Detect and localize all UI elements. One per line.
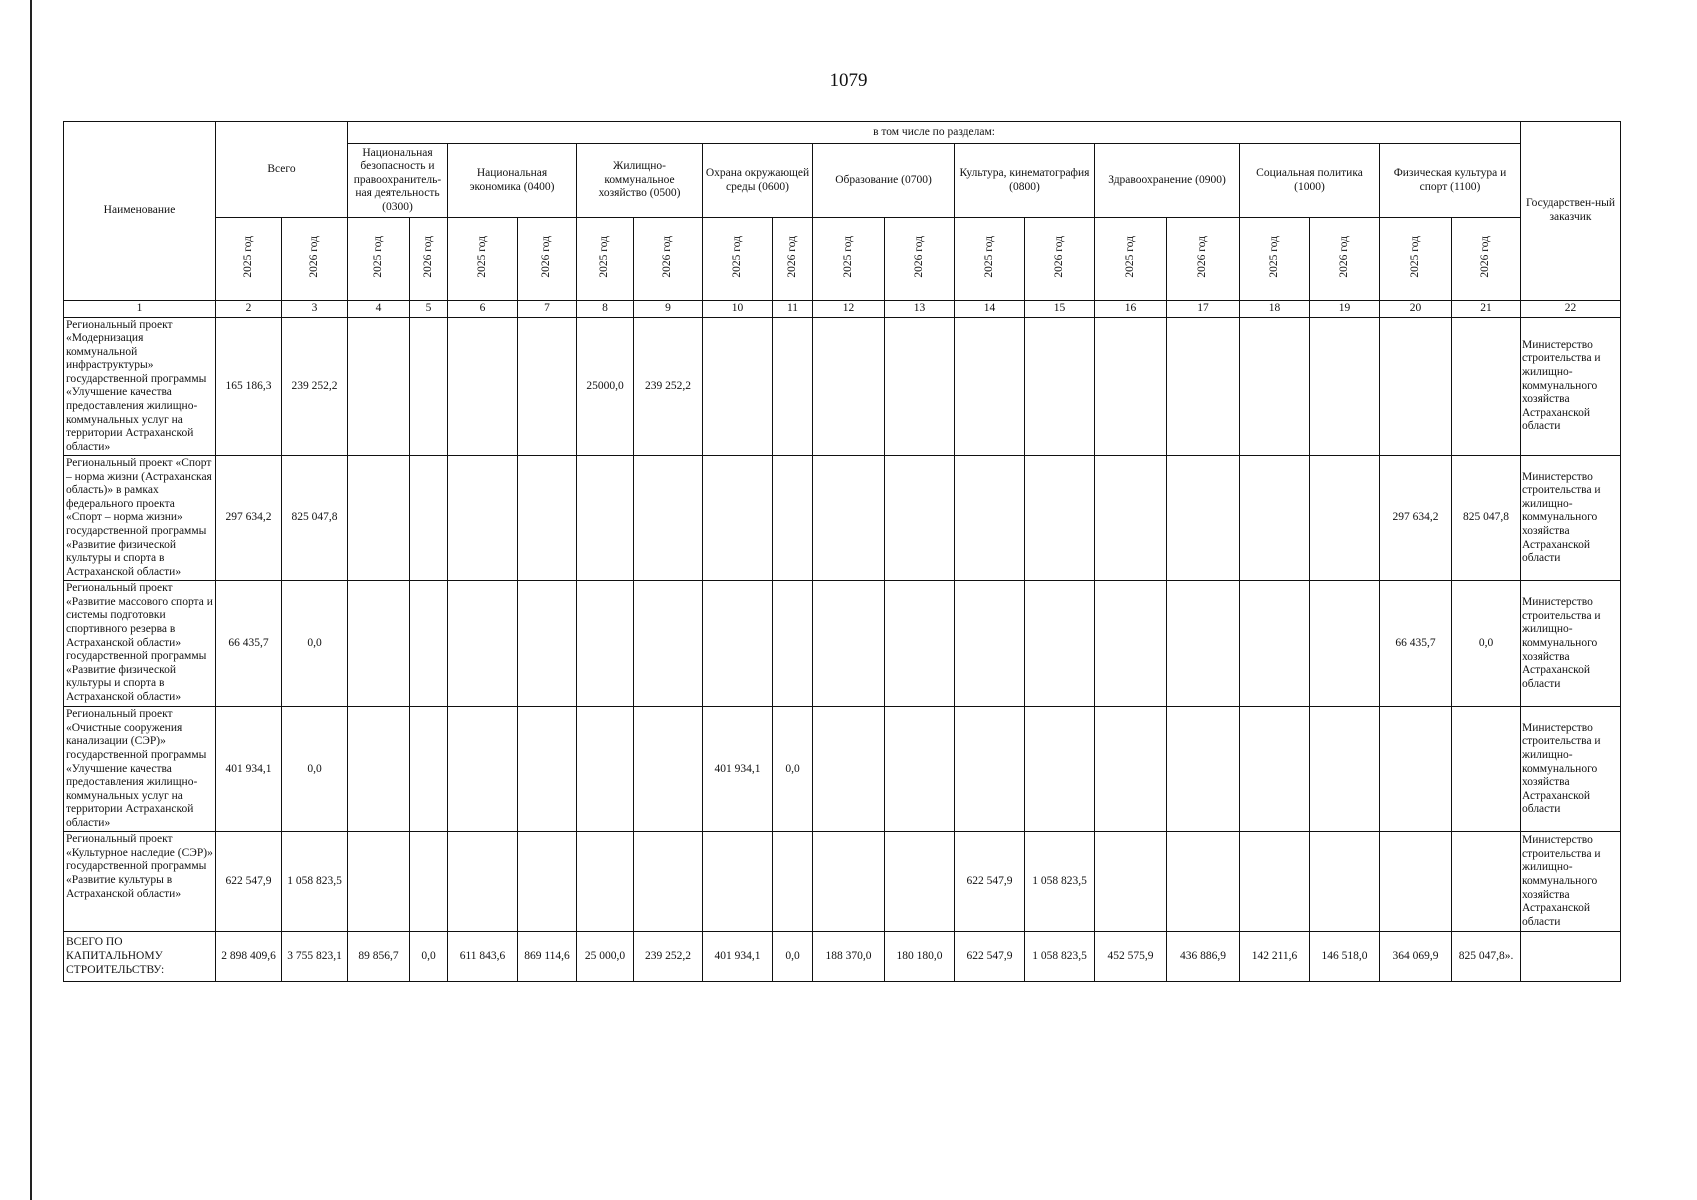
value-cell: 297 634,2 [216, 456, 282, 581]
value-cell [1095, 832, 1167, 932]
value-cell [577, 581, 634, 707]
value-cell [1025, 456, 1095, 581]
column-number: 7 [518, 301, 577, 318]
section-0700: Образование (0700) [813, 144, 955, 218]
value-cell [773, 456, 813, 581]
value-cell: 401 934,1 [216, 707, 282, 832]
year-label: 2025 год [475, 235, 488, 278]
total-label: ВСЕГО ПО КАПИТАЛЬНОМУ СТРОИТЕЛЬСТВУ: [64, 932, 216, 982]
section-0400: Национальная экономика (0400) [448, 144, 577, 218]
column-number: 13 [885, 301, 955, 318]
value-cell [348, 832, 410, 932]
customer-cell: Министерство строительства и жилищно-коммунального хозяйства Астраханской области [1521, 317, 1621, 456]
value-cell [348, 317, 410, 456]
value-cell [410, 456, 448, 581]
value-cell [955, 581, 1025, 707]
value-cell [448, 456, 518, 581]
value-cell [518, 317, 577, 456]
value-cell [634, 707, 703, 832]
value-cell: 825 047,8 [282, 456, 348, 581]
column-number: 20 [1380, 301, 1452, 318]
column-number: 17 [1167, 301, 1240, 318]
total-value-cell: 869 114,6 [518, 932, 577, 982]
year-label: 2025 год [982, 235, 995, 278]
binding-line [30, 0, 32, 1200]
value-cell [703, 832, 773, 932]
column-number: 2 [216, 301, 282, 318]
value-cell [448, 832, 518, 932]
value-cell: 1 058 823,5 [1025, 832, 1095, 932]
total-value-cell: 89 856,7 [348, 932, 410, 982]
value-cell [577, 832, 634, 932]
value-cell: 239 252,2 [282, 317, 348, 456]
project-name: Региональный проект «Культурное наследие (СЭР)» государственной программы «Развитие культуры в Астраханской области» [64, 832, 216, 932]
section-1000: Социальная политика (1000) [1240, 144, 1380, 218]
value-cell: 0,0 [282, 581, 348, 707]
total-value-cell: 825 047,8». [1452, 932, 1521, 982]
year-label: 2025 год [598, 235, 611, 278]
value-cell [518, 456, 577, 581]
total-value-cell: 3 755 823,1 [282, 932, 348, 982]
value-cell [885, 832, 955, 932]
year-label: 2025 год [1408, 235, 1421, 278]
column-number: 10 [703, 301, 773, 318]
year-label: 2025 год [371, 235, 384, 278]
year-header-cell [348, 218, 410, 301]
total-value-cell: 239 252,2 [634, 932, 703, 982]
column-number-row [64, 301, 1621, 318]
value-cell [813, 832, 885, 932]
column-number: 21 [1452, 301, 1521, 318]
column-number: 18 [1240, 301, 1310, 318]
year-header-row [64, 218, 1621, 301]
total-value-cell: 142 211,6 [1240, 932, 1310, 982]
year-header-cell [885, 218, 955, 301]
value-cell: 66 435,7 [216, 581, 282, 707]
year-header-cell [410, 218, 448, 301]
value-cell [885, 581, 955, 707]
year-label: 2025 год [1123, 235, 1136, 278]
table-row [64, 832, 1621, 932]
value-cell [773, 581, 813, 707]
column-number: 11 [773, 301, 813, 318]
column-number: 16 [1095, 301, 1167, 318]
value-cell [1310, 456, 1380, 581]
value-cell [1452, 832, 1521, 932]
table-row [64, 317, 1621, 456]
value-cell [885, 317, 955, 456]
value-cell [448, 707, 518, 832]
value-cell [410, 832, 448, 932]
year-label: 2026 год [785, 235, 798, 278]
year-label: 2026 год [1337, 235, 1350, 278]
year-header-cell [1167, 218, 1240, 301]
header-sections-caption: в том числе по разделам: [348, 122, 1521, 144]
value-cell [1240, 832, 1310, 932]
year-header-cell [955, 218, 1025, 301]
year-label: 2026 год [1196, 235, 1209, 278]
column-number: 19 [1310, 301, 1380, 318]
project-name: Региональный проект «Модернизация коммунальной инфраструктуры» государственной программы «Улучшение качества предоставления жилищно-коммунальных услуг на территории Астраханской области» [64, 317, 216, 456]
year-label: 2026 год [1479, 235, 1492, 278]
value-cell [448, 581, 518, 707]
year-header-cell [577, 218, 634, 301]
total-value-cell: 401 934,1 [703, 932, 773, 982]
column-number: 4 [348, 301, 410, 318]
value-cell [1240, 581, 1310, 707]
section-0500: Жилищно-коммунальное хозяйство (0500) [577, 144, 703, 218]
year-label: 2026 год [421, 235, 434, 278]
value-cell: 25000,0 [577, 317, 634, 456]
value-cell: 165 186,3 [216, 317, 282, 456]
value-cell: 0,0 [1452, 581, 1521, 707]
value-cell [773, 317, 813, 456]
year-label: 2026 год [661, 235, 674, 278]
total-value-cell: 452 575,9 [1095, 932, 1167, 982]
value-cell [1095, 581, 1167, 707]
value-cell [955, 317, 1025, 456]
total-value-cell: 622 547,9 [955, 932, 1025, 982]
value-cell [1095, 707, 1167, 832]
value-cell: 239 252,2 [634, 317, 703, 456]
value-cell [1452, 707, 1521, 832]
value-cell: 825 047,8 [1452, 456, 1521, 581]
value-cell [1025, 707, 1095, 832]
column-number: 12 [813, 301, 885, 318]
value-cell [703, 317, 773, 456]
total-value-cell: 611 843,6 [448, 932, 518, 982]
year-header-cell [216, 218, 282, 301]
year-label: 2026 год [540, 235, 553, 278]
value-cell [1167, 581, 1240, 707]
year-label: 2025 год [1267, 235, 1280, 278]
value-cell [518, 832, 577, 932]
value-cell [955, 456, 1025, 581]
project-name: Региональный проект «Очистные сооружения канализации (СЭР)» государственной программы «Улучшение качества предоставления жилищно-коммунальных услуг на территории Астраханской области» [64, 707, 216, 832]
value-cell [634, 581, 703, 707]
value-cell: 66 435,7 [1380, 581, 1452, 707]
value-cell [773, 832, 813, 932]
total-value-cell: 25 000,0 [577, 932, 634, 982]
value-cell [518, 707, 577, 832]
year-header-cell [1025, 218, 1095, 301]
column-number: 8 [577, 301, 634, 318]
section-0300: Национальная безопасность и правоохранитель-ная деятельность (0300) [348, 144, 448, 218]
value-cell [703, 581, 773, 707]
year-label: 2026 год [912, 235, 925, 278]
year-label: 2025 год [841, 235, 854, 278]
page-number: 1079 [829, 70, 868, 91]
table-body [64, 317, 1621, 982]
column-number: 22 [1521, 301, 1621, 318]
capital-construction-table [63, 121, 1621, 982]
value-cell: 0,0 [282, 707, 348, 832]
value-cell [1167, 456, 1240, 581]
column-number: 6 [448, 301, 518, 318]
table-row [64, 456, 1621, 581]
year-header-cell [703, 218, 773, 301]
value-cell: 0,0 [773, 707, 813, 832]
total-value-cell: 436 886,9 [1167, 932, 1240, 982]
year-header-cell [518, 218, 577, 301]
column-number: 15 [1025, 301, 1095, 318]
section-0600: Охрана окружающей среды (0600) [703, 144, 813, 218]
column-number: 14 [955, 301, 1025, 318]
total-value-cell: 188 370,0 [813, 932, 885, 982]
value-cell [813, 456, 885, 581]
project-name: Региональный проект «Развитие массового спорта и системы подготовки спортивного резерва в Астраханской области» государственной программы «Развитие физической культуры и спорта в Астраханской области» [64, 581, 216, 707]
value-cell [813, 317, 885, 456]
year-header-cell [448, 218, 518, 301]
year-label: 2025 год [241, 235, 254, 278]
section-0800: Культура, кинематография (0800) [955, 144, 1095, 218]
value-cell [634, 456, 703, 581]
value-cell [1310, 832, 1380, 932]
value-cell: 297 634,2 [1380, 456, 1452, 581]
header-name: Наименование [64, 122, 216, 301]
value-cell [1167, 317, 1240, 456]
value-cell [1025, 317, 1095, 456]
total-value-cell: 1 058 823,5 [1025, 932, 1095, 982]
value-cell [1380, 317, 1452, 456]
table-row [64, 707, 1621, 832]
value-cell: 1 058 823,5 [282, 832, 348, 932]
project-name: Региональный проект «Спорт – норма жизни (Астраханская область)» в рамках федерального проекта «Спорт – норма жизни» государственной программы «Развитие физической культуры и спорта в Астраханской области» [64, 456, 216, 581]
value-cell [634, 832, 703, 932]
value-cell: 401 934,1 [703, 707, 773, 832]
value-cell [1310, 317, 1380, 456]
column-number: 1 [64, 301, 216, 318]
value-cell [410, 581, 448, 707]
year-label: 2026 год [307, 235, 320, 278]
value-cell [448, 317, 518, 456]
value-cell [1240, 456, 1310, 581]
value-cell [577, 456, 634, 581]
column-number: 3 [282, 301, 348, 318]
total-value-cell: 180 180,0 [885, 932, 955, 982]
header-total: Всего [216, 122, 348, 218]
year-header-cell [1380, 218, 1452, 301]
value-cell [348, 581, 410, 707]
year-label: 2025 год [730, 235, 743, 278]
value-cell [813, 707, 885, 832]
year-header-cell [282, 218, 348, 301]
value-cell [1095, 456, 1167, 581]
value-cell [1240, 317, 1310, 456]
value-cell [703, 456, 773, 581]
year-header-cell [773, 218, 813, 301]
value-cell [1380, 707, 1452, 832]
value-cell [1095, 317, 1167, 456]
total-value-cell: 0,0 [410, 932, 448, 982]
value-cell [577, 707, 634, 832]
year-header-cell [634, 218, 703, 301]
year-label: 2026 год [1052, 235, 1065, 278]
value-cell [348, 707, 410, 832]
value-cell: 622 547,9 [955, 832, 1025, 932]
customer-cell: Министерство строительства и жилищно-коммунального хозяйства Астраханской области [1521, 707, 1621, 832]
value-cell [348, 456, 410, 581]
value-cell [955, 707, 1025, 832]
value-cell [1167, 707, 1240, 832]
customer-cell: Министерство строительства и жилищно-коммунального хозяйства Астраханской области [1521, 581, 1621, 707]
header-customer: Государствен-ный заказчик [1521, 122, 1621, 301]
value-cell [813, 581, 885, 707]
section-1100: Физическая культура и спорт (1100) [1380, 144, 1521, 218]
column-number: 9 [634, 301, 703, 318]
total-value-cell: 146 518,0 [1310, 932, 1380, 982]
value-cell [518, 581, 577, 707]
value-cell [1310, 581, 1380, 707]
value-cell [1452, 317, 1521, 456]
value-cell [1240, 707, 1310, 832]
customer-cell: Министерство строительства и жилищно-коммунального хозяйства Астраханской области [1521, 832, 1621, 932]
total-customer-cell [1521, 932, 1621, 982]
total-value-cell: 364 069,9 [1380, 932, 1452, 982]
value-cell [1167, 832, 1240, 932]
value-cell [410, 317, 448, 456]
year-header-cell [1310, 218, 1380, 301]
year-header-cell [813, 218, 885, 301]
value-cell: 622 547,9 [216, 832, 282, 932]
total-value-cell: 2 898 409,6 [216, 932, 282, 982]
column-number: 5 [410, 301, 448, 318]
year-header-cell [1452, 218, 1521, 301]
year-header-cell [1240, 218, 1310, 301]
year-header-cell [1095, 218, 1167, 301]
total-row [64, 932, 1621, 982]
value-cell [410, 707, 448, 832]
value-cell [885, 456, 955, 581]
total-value-cell: 0,0 [773, 932, 813, 982]
table-row [64, 581, 1621, 707]
value-cell [1310, 707, 1380, 832]
section-0900: Здравоохранение (0900) [1095, 144, 1240, 218]
value-cell [1380, 832, 1452, 932]
value-cell [885, 707, 955, 832]
customer-cell: Министерство строительства и жилищно-коммунального хозяйства Астраханской области [1521, 456, 1621, 581]
value-cell [1025, 581, 1095, 707]
